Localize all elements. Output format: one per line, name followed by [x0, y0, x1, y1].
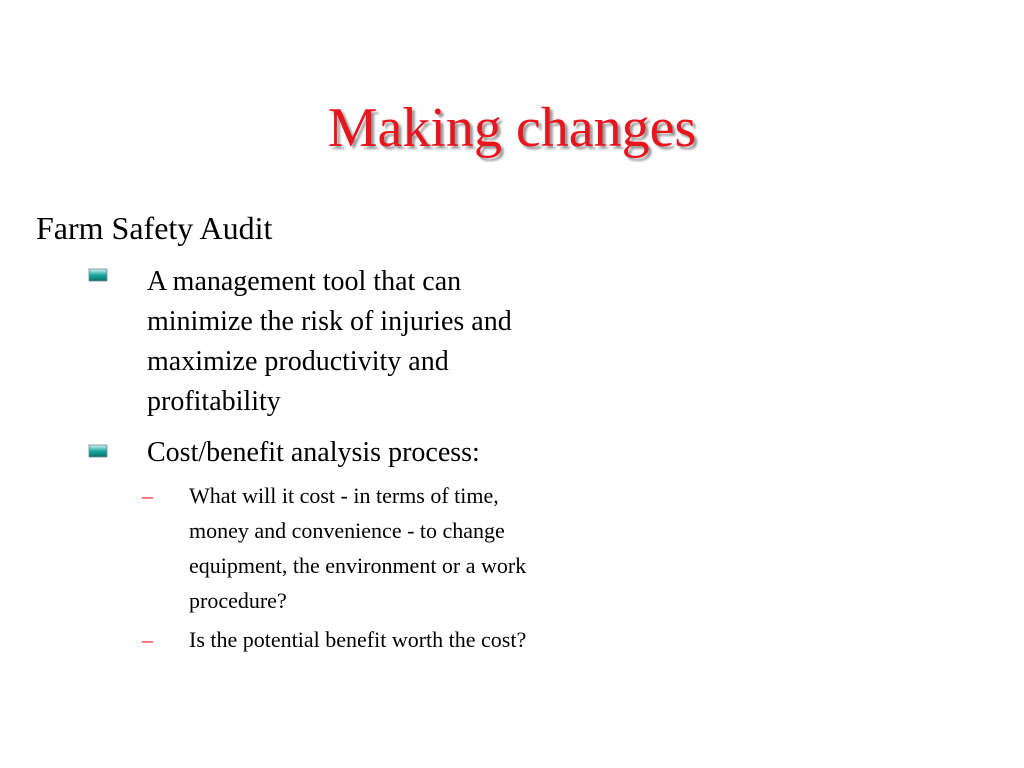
dash-marker: – [142, 627, 153, 652]
sub-bullet-benefit-question: Is the potential benefit worth the cost? [189, 627, 527, 652]
bullet-line: minimize the risk of injuries and [147, 306, 512, 337]
bullet-square-icon [88, 444, 108, 458]
bullet-line: A management tool that can [147, 266, 462, 297]
dash-marker: – [142, 483, 153, 508]
bullet-item-cost-benefit: Cost/benefit analysis process: [147, 437, 480, 468]
bullet-item-management-tool [147, 262, 637, 422]
bullet-line: profitability [147, 386, 281, 417]
sub-bullet-line: equipment, the environment or a work [189, 553, 527, 578]
bullet-square-icon [88, 268, 108, 282]
bullet-line: maximize productivity and [147, 346, 449, 377]
slide-title: Making changes [327, 97, 697, 159]
sub-bullet-line: What will it cost - in terms of time, [189, 483, 499, 508]
sub-bullet-cost-question [189, 478, 639, 618]
sub-bullet-line: money and convenience - to change [189, 518, 505, 543]
section-heading: Farm Safety Audit [36, 210, 273, 246]
sub-bullet-line: procedure? [189, 588, 287, 613]
